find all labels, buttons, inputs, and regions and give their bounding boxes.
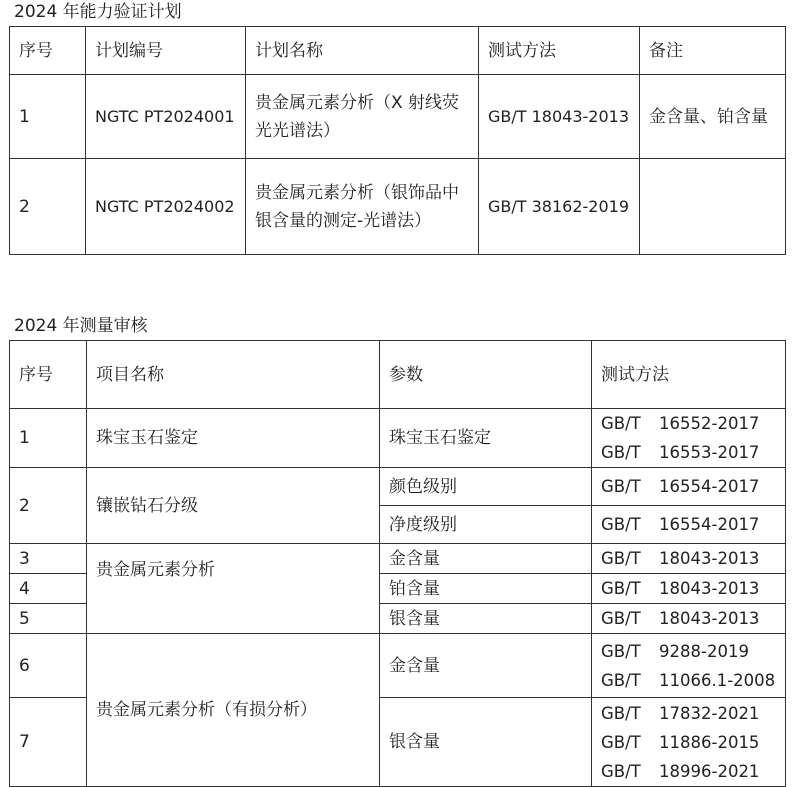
method-line: GB/T 18043-2013 bbox=[601, 579, 760, 598]
audit-header-method: 测试方法 bbox=[592, 341, 786, 409]
method-line: GB/T 11066.1-2008 bbox=[601, 670, 776, 690]
method-line: GB/T 11886-2015 bbox=[601, 732, 760, 752]
plan-row1-method: GB/T 18043-2013 bbox=[479, 75, 640, 159]
audit-row4-param: 铂含量 bbox=[380, 574, 592, 604]
method-line: GB/T 16554-2017 bbox=[601, 477, 760, 496]
table-row bbox=[10, 159, 786, 255]
method-line: GB/T 16554-2017 bbox=[601, 515, 760, 534]
method-line: GB/T 18043-2013 bbox=[601, 549, 760, 568]
plan-row2-code: NGTC PT2024002 bbox=[86, 159, 246, 255]
audit-row1-methods bbox=[592, 409, 786, 468]
audit-row7-no: 7 bbox=[10, 698, 87, 787]
audit-row1-param: 珠宝玉石鉴定 bbox=[380, 409, 592, 468]
audit-row7-methods bbox=[592, 698, 786, 787]
audit-row6-param: 金含量 bbox=[380, 634, 592, 698]
table-row bbox=[10, 468, 786, 506]
plan-row1-note: 金含量、铂含量 bbox=[640, 75, 786, 159]
audit-row1-item: 珠宝玉石鉴定 bbox=[87, 409, 380, 468]
audit-header-param: 参数 bbox=[380, 341, 592, 409]
audit-header-row bbox=[10, 341, 786, 409]
audit-row3-no: 3 bbox=[10, 544, 87, 574]
plan-header-no: 序号 bbox=[10, 27, 86, 75]
audit-header-no: 序号 bbox=[10, 341, 87, 409]
table-row bbox=[10, 75, 786, 159]
audit-row5-param: 银含量 bbox=[380, 604, 592, 634]
audit-header-item: 项目名称 bbox=[87, 341, 380, 409]
audit-row3-item: 贵金属元素分析 bbox=[87, 544, 380, 634]
audit-row2-no: 2 bbox=[10, 468, 87, 544]
method-line: GB/T 16552-2017 bbox=[601, 414, 760, 433]
audit-row2-param-color: 颜色级别 bbox=[380, 468, 592, 506]
plan-header-method: 测试方法 bbox=[479, 27, 640, 75]
table-row bbox=[10, 409, 786, 468]
plan-header-note: 备注 bbox=[640, 27, 786, 75]
plan-header-row bbox=[10, 27, 786, 75]
plan-header-code: 计划编号 bbox=[86, 27, 246, 75]
plan-row1-code: NGTC PT2024001 bbox=[86, 75, 246, 159]
plan-row1-name: 贵金属元素分析（X 射线荧光光谱法） bbox=[246, 75, 479, 159]
method-line: GB/T 16553-2017 bbox=[601, 443, 760, 462]
audit-table bbox=[9, 340, 786, 787]
audit-row6-no: 6 bbox=[10, 634, 87, 698]
plan-row2-no: 2 bbox=[10, 159, 86, 255]
method-line: GB/T 18043-2013 bbox=[601, 609, 760, 628]
plan-row2-name: 贵金属元素分析（银饰品中银含量的测定-光谱法） bbox=[246, 159, 479, 255]
table-row bbox=[10, 544, 786, 574]
method-line: GB/T 18996-2021 bbox=[601, 761, 760, 781]
audit-row5-method bbox=[592, 604, 786, 634]
audit-row3-method bbox=[592, 544, 786, 574]
audit-row2-method-clarity bbox=[592, 506, 786, 544]
table-row bbox=[10, 634, 786, 698]
audit-title: 2024 年测量审核 bbox=[14, 316, 148, 336]
audit-row6-item: 贵金属元素分析（有损分析） bbox=[87, 634, 380, 787]
audit-row2-param-clarity: 净度级别 bbox=[380, 506, 592, 544]
plan-row1-no: 1 bbox=[10, 75, 86, 159]
audit-row4-no: 4 bbox=[10, 574, 87, 604]
audit-row5-no: 5 bbox=[10, 604, 87, 634]
audit-row6-methods bbox=[592, 634, 786, 698]
audit-row7-param: 银含量 bbox=[380, 698, 592, 787]
method-line: GB/T 9288-2019 bbox=[601, 641, 749, 661]
plan-table bbox=[9, 26, 786, 255]
plan-row2-method: GB/T 38162-2019 bbox=[479, 159, 640, 255]
plan-header-name: 计划名称 bbox=[246, 27, 479, 75]
plan-row2-note bbox=[640, 159, 786, 255]
audit-row3-param: 金含量 bbox=[380, 544, 592, 574]
audit-row2-item: 镶嵌钻石分级 bbox=[87, 468, 380, 544]
audit-row1-no: 1 bbox=[10, 409, 87, 468]
audit-row4-method bbox=[592, 574, 786, 604]
audit-row2-method-color bbox=[592, 468, 786, 506]
plan-title: 2024 年能力验证计划 bbox=[14, 2, 182, 22]
method-line: GB/T 17832-2021 bbox=[601, 703, 760, 723]
